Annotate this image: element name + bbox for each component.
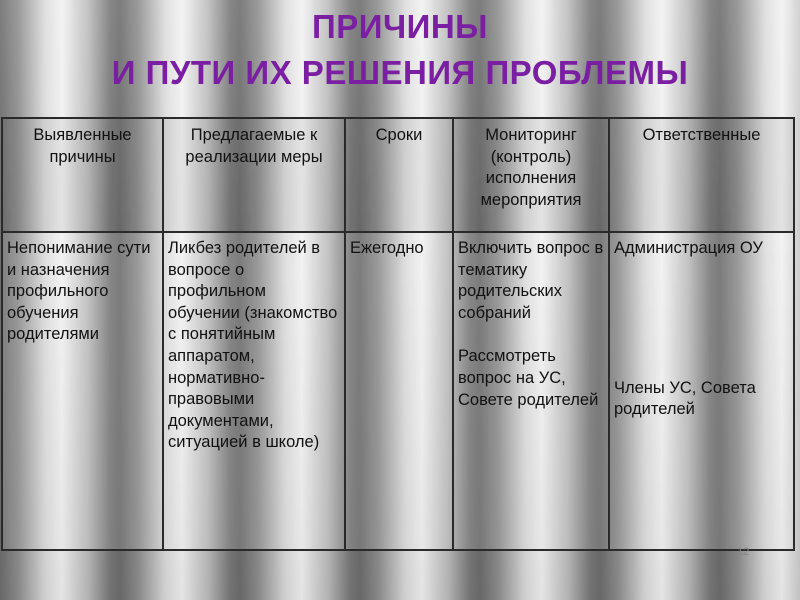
spacer <box>614 260 789 378</box>
header-monitoring: Мониторинг (контроль) исполнения мероприятия <box>453 118 609 232</box>
header-measures: Предлагаемые к реализации меры <box>163 118 345 232</box>
cell-term: Ежегодно <box>345 232 453 550</box>
responsible-item-2: Члены УС, Совета родителей <box>614 378 756 419</box>
slide-title <box>0 4 800 96</box>
table-row <box>2 232 794 550</box>
title-line-1: ПРИЧИНЫ <box>312 8 488 45</box>
measures-table <box>1 117 795 551</box>
header-causes: Выявленные причины <box>2 118 163 232</box>
monitoring-item-2: Рассмотреть вопрос на УС, Совете родителей <box>458 347 599 409</box>
table-header-row <box>2 118 794 232</box>
header-responsible: Ответственные <box>609 118 794 232</box>
cell-cause: Непонимание сути и назначения профильного обучения родителями <box>2 232 163 550</box>
responsible-item-1: Администрация ОУ <box>614 239 763 257</box>
cell-monitoring <box>453 232 609 550</box>
header-terms: Сроки <box>345 118 453 232</box>
monitoring-item-1: Включить вопрос в тематику родительских собраний <box>458 239 604 322</box>
title-line-2: И ПУТИ ИХ РЕШЕНИЯ ПРОБЛЕМЫ <box>111 54 689 91</box>
cell-measure: Ликбез родителей в вопросе о профильном обучении (знакомство с понятийным аппаратом, нормативно-правовыми документами, ситуацией в школе) <box>163 232 345 550</box>
page-number: 12 <box>737 546 750 558</box>
spacer <box>458 324 604 346</box>
cell-responsible <box>609 232 794 550</box>
